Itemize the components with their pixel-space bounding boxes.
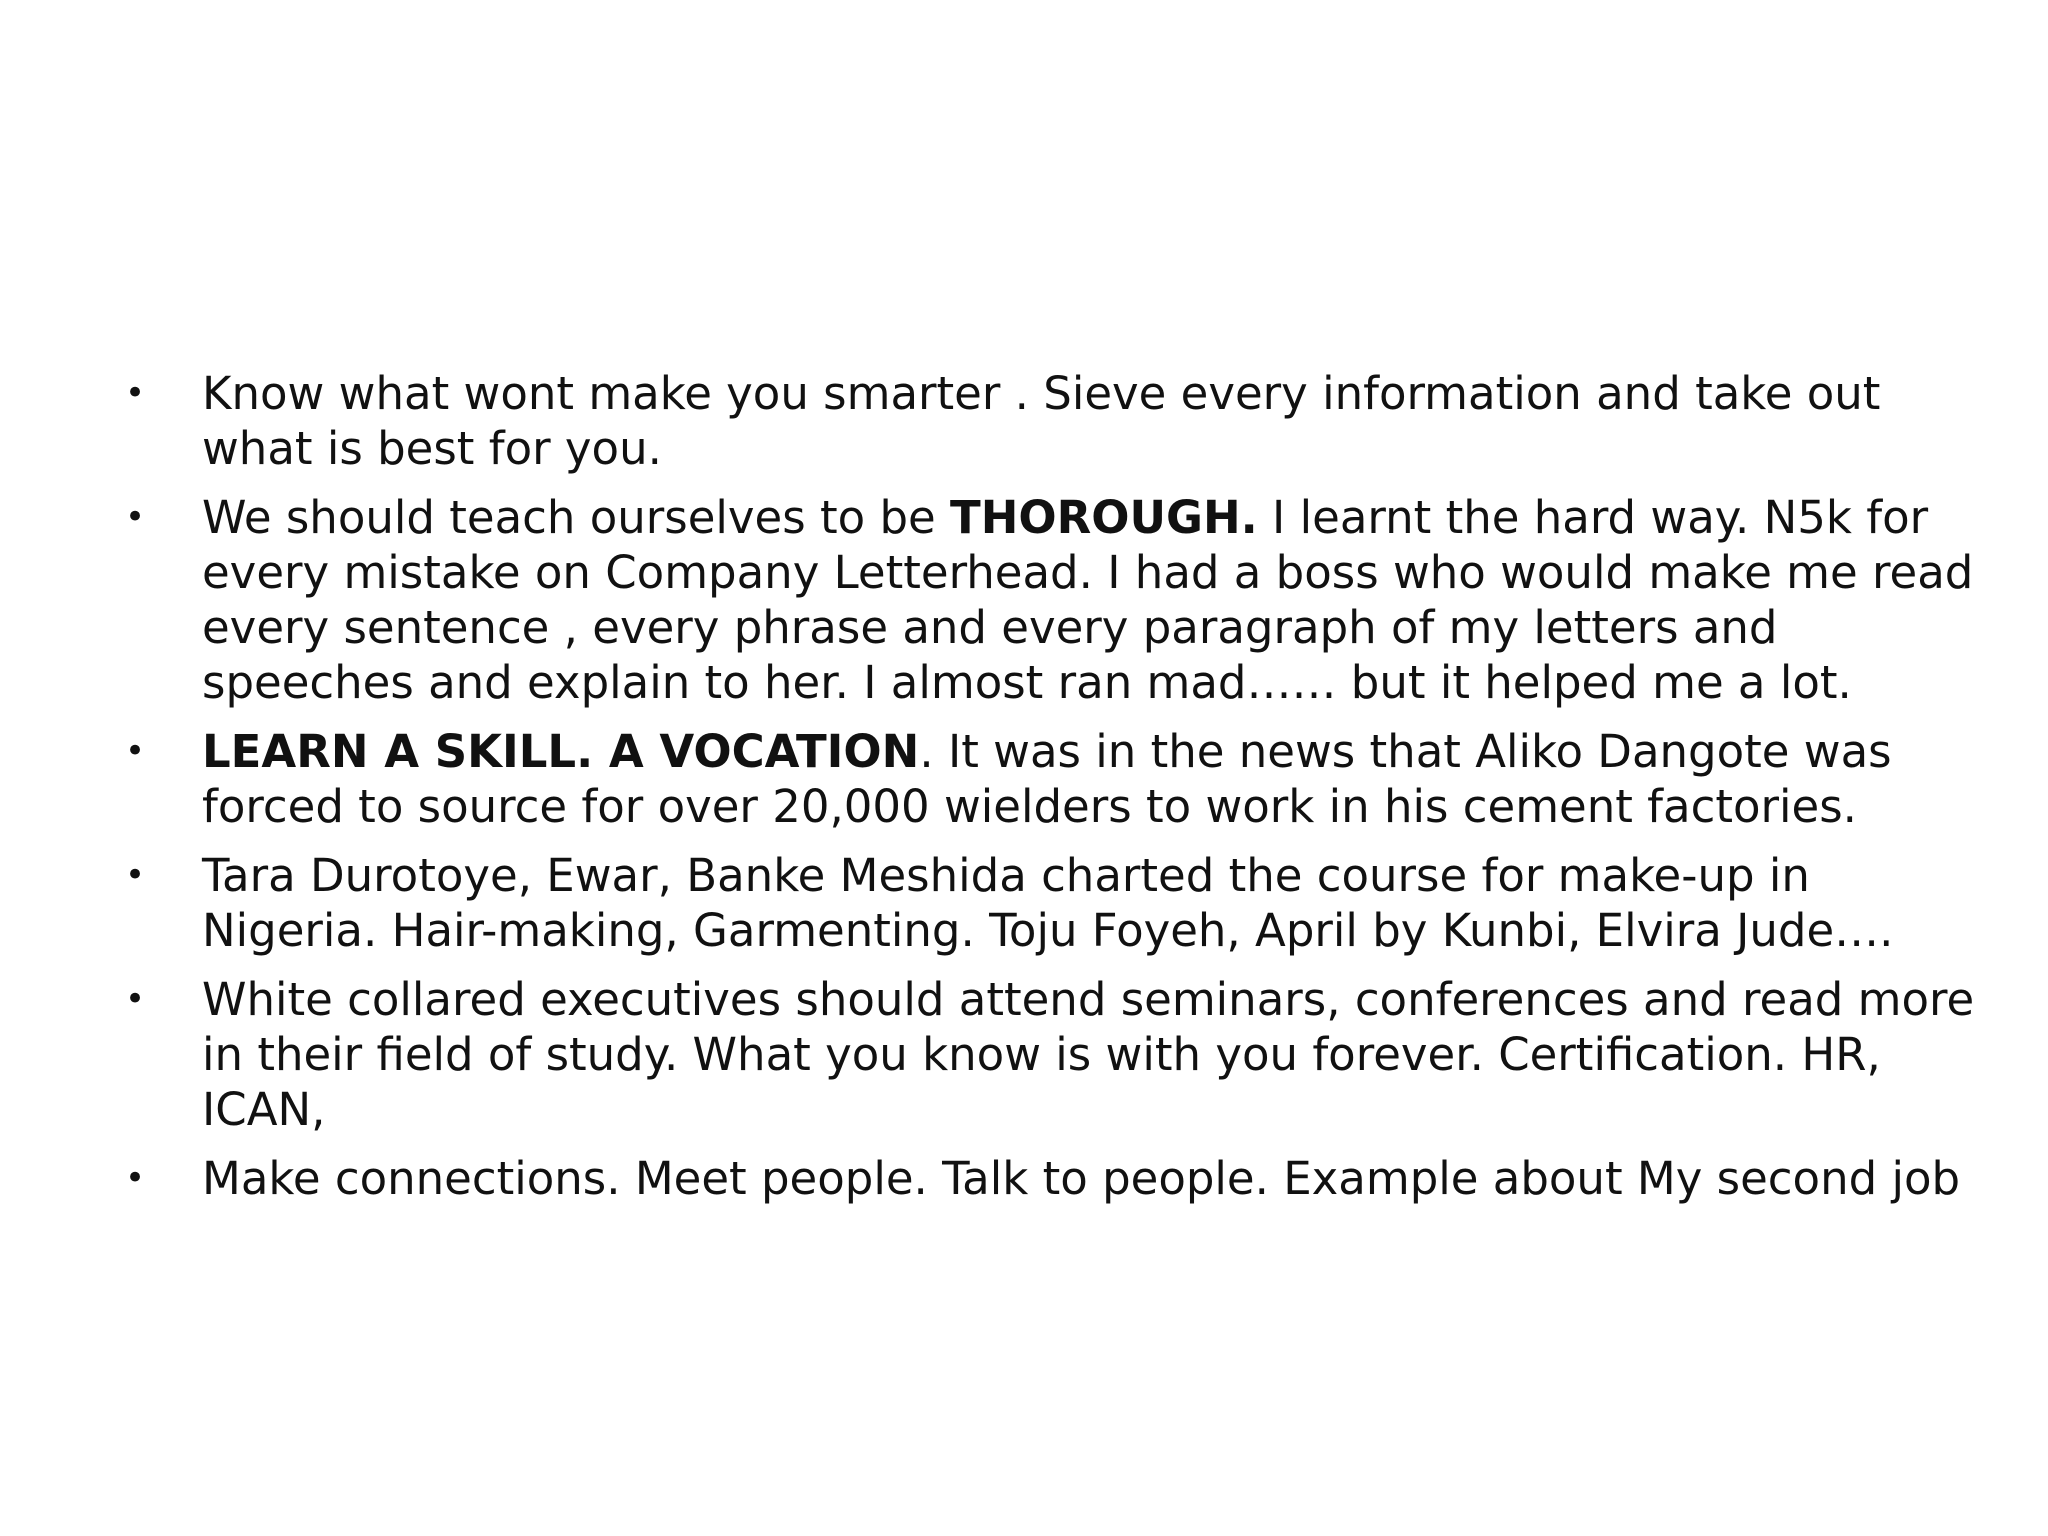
bullet-text: White collared executives should attend seminars, conferences and read more in their field of study. What you know is with you forever. Certification. HR, ICAN, (202, 973, 1975, 1136)
bullet-text-bold: THOROUGH. (950, 491, 1258, 544)
bullet-icon: • (124, 497, 146, 537)
bullet-list (122, 366, 1982, 1220)
bullet-icon: • (124, 855, 146, 895)
bullet-text-post: . It was in the news that Aliko Dangote was forced to source for over 20,000 wielders to work in his cement factories. (202, 725, 1892, 833)
bullet-item-connections (122, 1151, 1982, 1206)
bullet-icon: • (124, 1158, 146, 1198)
bullet-text: Tara Durotoye, Ewar, Banke Meshida charted the course for make-up in Nigeria. Hair-making, Garmenting. Toju Foyeh, April by Kunbi, Elvira Jude…. (202, 849, 1894, 957)
bullet-text (202, 490, 1982, 710)
bullet-text: Make connections. Meet people. Talk to people. Example about My second job (202, 1152, 1961, 1205)
bullet-text: Know what wont make you smarter . Sieve every information and take out what is best for you. (202, 367, 1881, 475)
bullet-item-executives (122, 972, 1982, 1137)
bullet-text-post: I learnt the hard way. N5k for every mistake on Company Letterhead. I had a boss who would make me read every sentence , every phrase and every paragraph of my letters and speeches and explain to her. I almost ran mad…… but it helped me a lot. (202, 491, 1974, 709)
bullet-item-know-what (122, 366, 1982, 476)
bullet-icon: • (124, 979, 146, 1019)
bullet-item-makeup (122, 848, 1982, 958)
bullet-icon: • (124, 373, 146, 413)
bullet-item-learn-skill (122, 724, 1982, 834)
bullet-text-pre: We should teach ourselves to be (202, 491, 950, 544)
bullet-text-bold: LEARN A SKILL. A VOCATION (202, 725, 920, 778)
bullet-icon: • (124, 731, 146, 771)
bullet-text (202, 724, 1982, 834)
bullet-item-thorough (122, 490, 1982, 710)
